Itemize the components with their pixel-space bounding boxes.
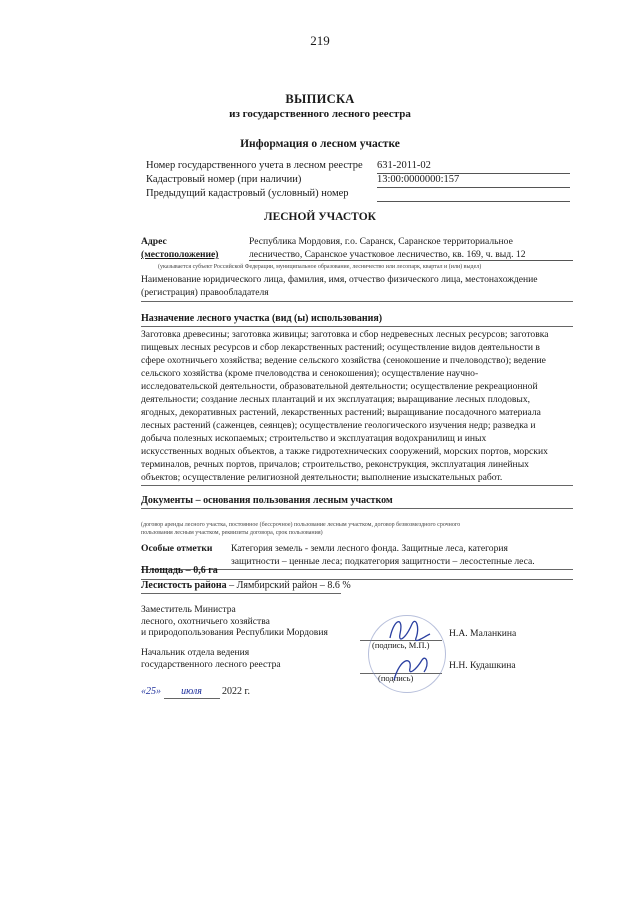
documents-note-1: (договор аренды лесного участка, постоянное (бессрочное) пользование лесным участком, договор безвозмездного срочного xyxy=(141,522,461,528)
cadastral-label: Кадастровый номер (при наличии) xyxy=(146,174,302,185)
head-signature xyxy=(394,658,427,680)
forest-cover-underline xyxy=(141,593,341,594)
purpose-heading-underline xyxy=(141,326,573,327)
address-label-sub: (местоположение) xyxy=(141,249,219,260)
purpose-heading: Назначение лесного участка (вид (ы) использования) xyxy=(141,313,383,324)
purpose-line: искусственных водных объектов, а также гидротехнических сооружений, морских портов, морских xyxy=(141,446,548,457)
forest-cover-label: Лесистость района xyxy=(141,580,227,591)
date-month: июля xyxy=(164,686,220,699)
address-line-2: лесничество, Саранское участковое лесничество, кв. 169, ч. выд. 12 xyxy=(249,249,573,261)
section-heading-forest-plot: ЛЕСНОЙ УЧАСТОК xyxy=(264,211,376,223)
area-row xyxy=(141,565,218,576)
documents-heading: Документы – основания пользования лесным участком xyxy=(141,495,393,506)
address-line-1: Республика Мордовия, г.о. Саранск, Саранское территориальное xyxy=(249,236,513,247)
area-label: Площадь – xyxy=(141,565,191,576)
page-number: 219 xyxy=(310,33,330,48)
purpose-line: добыча полезных ископаемых; строительство и эксплуатация водохранилищ и иных xyxy=(141,433,487,444)
purpose-underline xyxy=(141,485,573,486)
forest-cover-row xyxy=(141,580,351,591)
prev-cadastral-label: Предыдущий кадастровый (условный) номер xyxy=(146,188,349,199)
purpose-line: объектов; осуществление религиозной деятельности; выполнение изыскательных работ. xyxy=(141,472,503,483)
deputy-position-line: и природопользования Республики Мордовия xyxy=(141,627,328,638)
documents-underline xyxy=(141,508,573,509)
purpose-line: исследовательской деятельности, образовательной деятельности; осуществление рекреационной xyxy=(141,381,538,392)
date-row xyxy=(141,686,250,699)
deputy-signature xyxy=(390,621,430,640)
cadastral-value: 13:00:0000000:157 xyxy=(377,174,570,188)
holder-underline xyxy=(141,301,573,302)
purpose-line: ягодных, декоративных растений, лекарственных растений; выращивание посадочного материала xyxy=(141,407,541,418)
special-marks-line-2: защитности – ценные леса; подкатегория защитности – лесостепные леса. xyxy=(231,556,535,567)
holder-line-2: (регистрация) правообладателя xyxy=(141,287,269,298)
purpose-line: пищевых лесных ресурсов и сбор лекарственных растений; осуществление видов деятельности в xyxy=(141,342,540,353)
head-name: Н.Н. Кудашкина xyxy=(449,660,516,671)
reg-number-label: Номер государственного учета в лесном реестре xyxy=(146,160,363,171)
deputy-position-line: Заместитель Министра xyxy=(141,604,236,615)
head-position xyxy=(141,647,281,670)
purpose-line: сельского хозяйства (кроме пчеловодства и сенокошения); осуществление научно- xyxy=(141,368,479,379)
deputy-position-line: лесного, охотничьего хозяйства xyxy=(141,615,270,627)
holder-line-1: Наименование юридического лица, фамилия, имя, отчество физического лица, местонахождение xyxy=(141,274,538,285)
head-sign-caption: (подпись) xyxy=(378,673,414,683)
purpose-line: терминалов, речных портов, причалов; строительство, реконструкция, эксплуатация линейных xyxy=(141,459,529,470)
forest-cover-value: – Лямбирский район – 8.6 % xyxy=(229,580,351,591)
section-heading-plot-info: Информация о лесном участке xyxy=(240,138,400,150)
address-label: Адрес xyxy=(141,236,167,247)
special-marks-label: Особые отметки xyxy=(141,543,213,554)
deputy-position xyxy=(141,604,328,639)
reg-number-value: 631-2011-02 xyxy=(377,160,570,174)
purpose-line: лесных растений (саженцев, сеянцев); осуществление геологического изучения недр; разведка и xyxy=(141,420,536,431)
area-value: 0,6 га xyxy=(193,565,218,576)
document-title: ВЫПИСКА xyxy=(285,92,355,106)
handwritten-signatures xyxy=(360,608,450,693)
documents-note-2: пользования лесным участком, реквизиты договора, срок пользования) xyxy=(141,530,323,536)
purpose-line: сфере охотничьего хозяйства; ведение сельского хозяйства (сенокошение и пчеловодство); ведение xyxy=(141,355,546,366)
prev-cadastral-value xyxy=(377,188,570,202)
head-position-line: Начальник отдела ведения xyxy=(141,647,250,658)
date-year: 2022 г. xyxy=(222,686,250,697)
purpose-line: деятельности; создание лесных плантаций и их эксплуатация; выращивание лесных плодовых, xyxy=(141,394,531,405)
address-note: (указывается субъект Российской Федерации, муниципальное образование, лесничество или лесопарк, квартал и (или) выдел) xyxy=(158,264,482,270)
deputy-sign-caption: (подпись, М.П.) xyxy=(372,640,430,650)
special-marks-line-1: Категория земель - земли лесного фонда. Защитные леса, категория xyxy=(231,543,508,554)
head-position-line: государственного лесного реестра xyxy=(141,658,281,670)
document-subtitle: из государственного лесного реестра xyxy=(229,108,411,120)
date-close-quote: » xyxy=(156,686,161,697)
date-day: 25 xyxy=(146,686,156,697)
date-open-quote: « xyxy=(141,686,146,697)
purpose-list xyxy=(141,328,573,484)
purpose-line: Заготовка древесины; заготовка живицы; заготовка и сбор недревесных лесных ресурсов; заготовка xyxy=(141,329,549,340)
deputy-name: Н.А. Маланкина xyxy=(449,628,517,639)
